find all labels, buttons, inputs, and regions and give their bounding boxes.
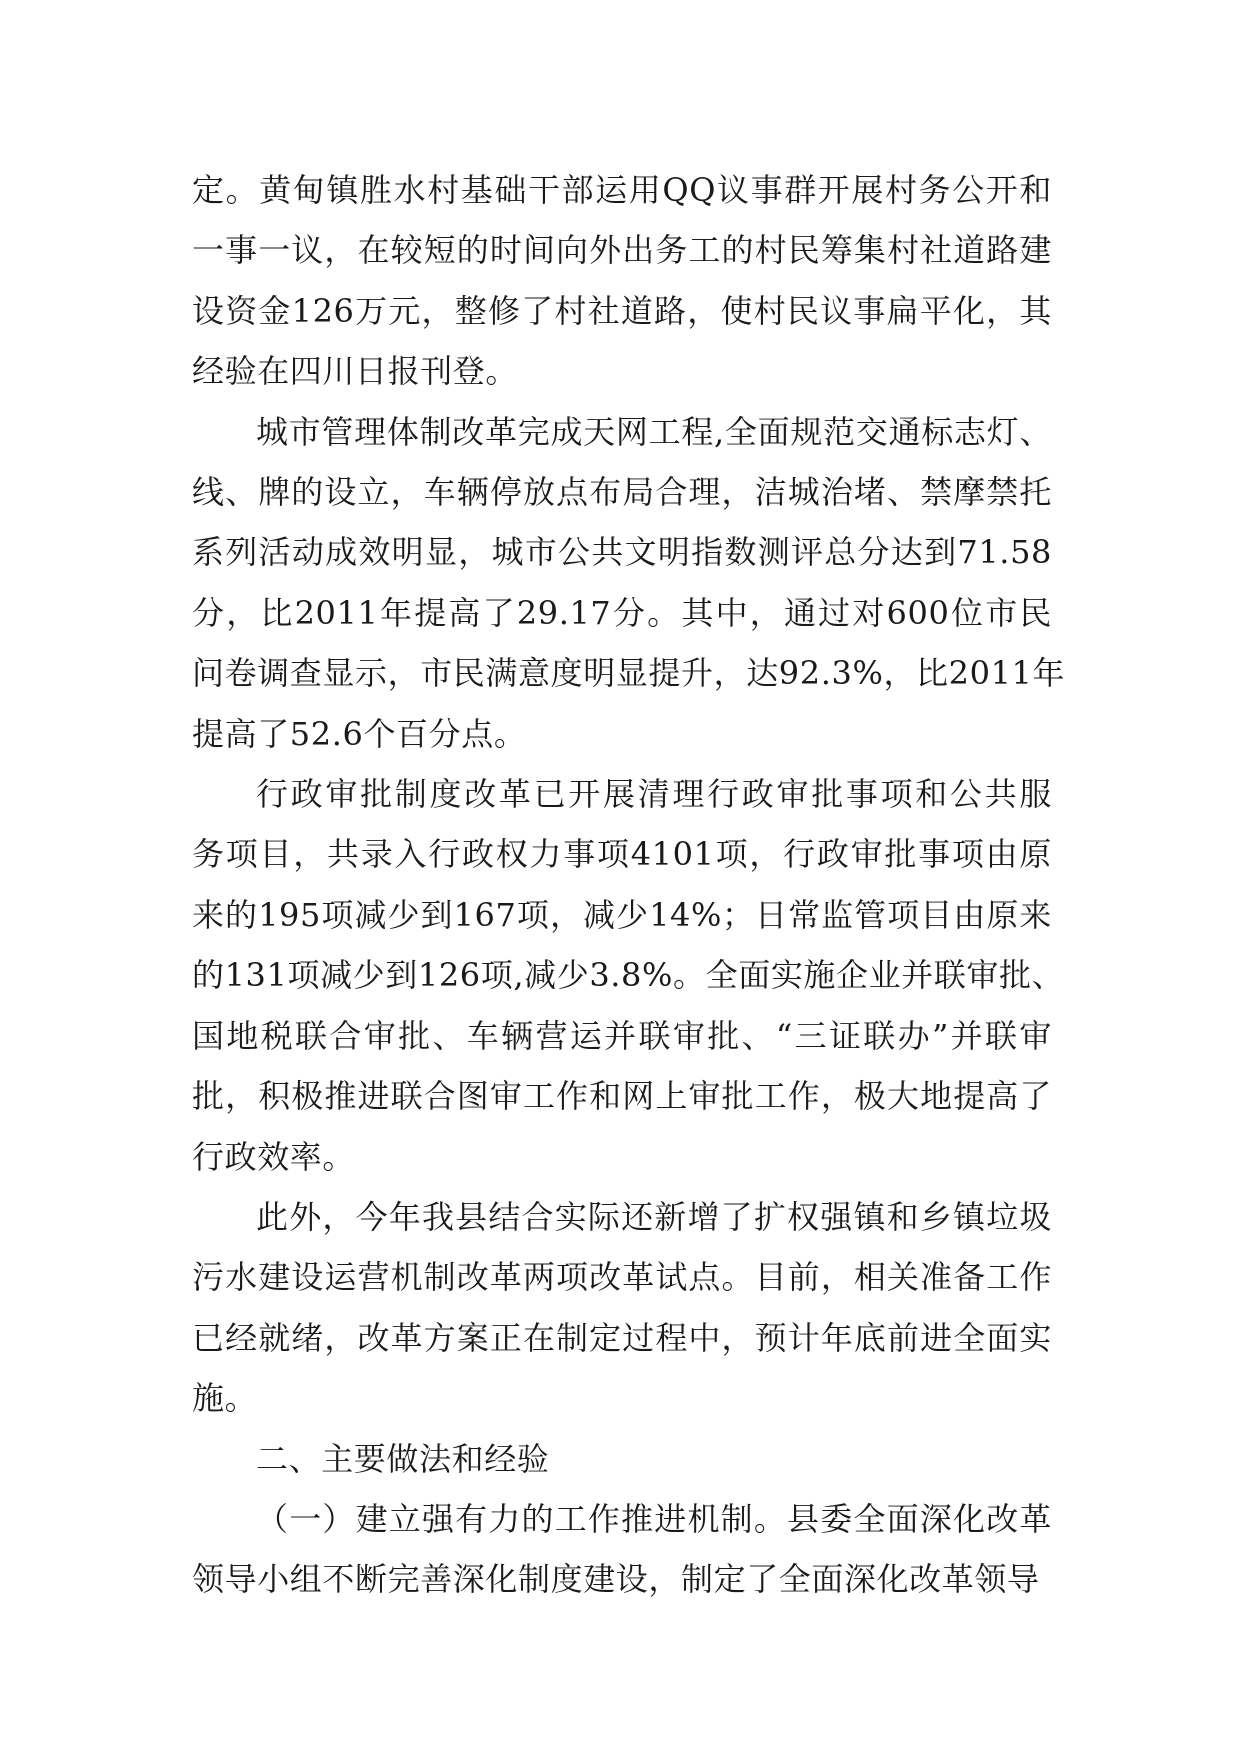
paragraph-p1 — [192, 160, 1052, 402]
paragraph-p3 — [192, 764, 1065, 1187]
paragraph-line: 经验在四川日报刊登。 — [192, 352, 519, 391]
paragraph-line: 的131项减少到126项,减少3.8%。全面实施企业并联审批、 — [192, 956, 1065, 995]
paragraph-line: 提高了52.6个百分点。 — [192, 714, 527, 753]
paragraph-line: 此外，今年我县结合实际还新增了扩权强镇和乡镇垃圾 — [256, 1197, 1052, 1236]
paragraph-line: 污水建设运营机制改革两项改革试点。目前，相关准备工作 — [192, 1258, 1052, 1297]
paragraph-line: 国地税联合审批、车辆营运并联审批、“三证联办”并联审 — [192, 1016, 1052, 1055]
paragraph-p6 — [192, 1489, 1052, 1610]
paragraph-line: 施。 — [192, 1379, 258, 1418]
paragraph-line: 分，比2011年提高了29.17分。其中，通过对600位市民 — [192, 593, 1052, 632]
paragraph-line: 定。黄甸镇胜水村基础干部运用QQ议事群开展村务公开和 — [192, 171, 1052, 209]
document-body — [192, 160, 1066, 1610]
paragraph-line: 城市管理体制改革完成天网工程,全面规范交通标志灯、 — [256, 412, 1052, 451]
paragraph-line: 已经就绪，改革方案正在制定过程中，预计年底前进全面实 — [192, 1318, 1052, 1357]
paragraph-line: 设资金126万元，整修了村社道路，使村民议事扁平化，其 — [192, 291, 1052, 330]
paragraph-p5 — [192, 1429, 1052, 1489]
paragraph-line: 批，积极推进联合图审工作和网上审批工作，极大地提高了 — [192, 1077, 1052, 1116]
paragraph-line: 一事一议，在较短的时间向外出务工的村民筹集村社道路建 — [192, 231, 1052, 270]
paragraph-p4 — [192, 1187, 1052, 1429]
paragraph-p2 — [192, 402, 1066, 764]
paragraph-line: 问卷调查显示，市民满意度明显提升，达92.3%，比2011年 — [192, 654, 1066, 693]
paragraph-line: 领导小组不断完善深化制度建设，制定了全面深化改革领导 — [192, 1560, 1040, 1599]
paragraph-line: （一）建立强有力的工作推进机制。县委全面深化改革 — [256, 1499, 1052, 1538]
paragraph-line: 来的195项减少到167项，减少14%；日常监管项目由原来 — [192, 895, 1052, 934]
paragraph-line: 务项目，共录入行政权力事项4101项，行政审批事项由原 — [192, 835, 1052, 874]
paragraph-line: 二、主要做法和经验 — [256, 1439, 550, 1478]
paragraph-line: 行政效率。 — [192, 1137, 356, 1176]
paragraph-line: 系列活动成效明显，城市公共文明指数测评总分达到71.58 — [192, 533, 1052, 572]
paragraph-line: 行政审批制度改革已开展清理行政审批事项和公共服 — [256, 775, 1052, 814]
paragraph-line: 线、牌的设立，车辆停放点布局合理，洁城治堵、禁摩禁托 — [192, 473, 1052, 512]
